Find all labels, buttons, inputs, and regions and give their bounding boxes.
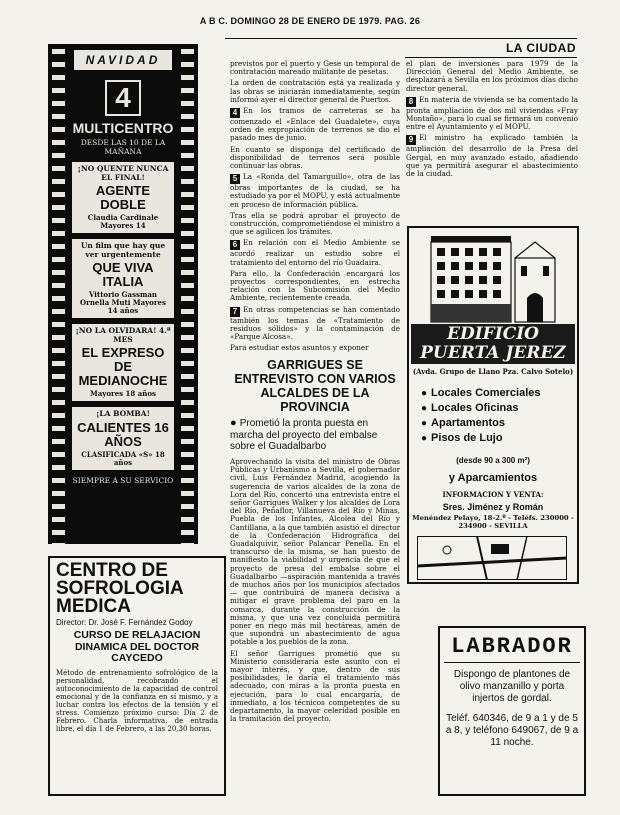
sofrologia-body: Método de entrenamiento sofrológico de la personalidad, recobrando el autoconocimiento de la capacidad de control emocional y de la confianza en sí mismo, y a luchar contra los efectos de la tensión y el stress. Comienzo próximo curso: Día 2 de Febrero. Charla informativa, de entrada libre, el día 1 de Febrero, a las 20,30 horas. [56,668,218,733]
item-number: 6 [230,240,240,250]
numbered-item [230,306,400,342]
right-article-column [406,60,578,181]
edificio-agent-address: Menéndez Pelayo, 18-2.º - Teléfs. 230000 - 234900 - SEVILLA [412,514,574,530]
labrador-phones: Teléf. 640346, de 9 a 1 y de 5 a 8, y teléfono 649067, de 9 a 11 noche. [445,713,579,748]
item-text: En materia de vivienda se ha comentado la pronta ampliación de dos mil viviendas «Fray Montaño», para lo cual se firmará un convenio entre el Ayuntamiento y el MOPU. [406,94,578,132]
edificio-features [421,386,541,446]
cinema-ad [48,44,198,544]
numbered-item [230,107,400,143]
item-number: 4 [230,108,240,118]
feature-item: ● Locales Comerciales [421,386,541,401]
numbered-item [406,134,578,178]
film-cast: Vittorio Gassman Ornella Muti Mayores 14 años [80,290,166,315]
sofrologia-ad [48,556,226,796]
cinema-footer: SIEMPRE A SU SERVICIO [72,475,174,485]
film-tag: Un film que hay que ver urgentemente [80,241,166,259]
film-title: EL EXPRESO DE MEDIANOCHE [78,345,168,388]
article-deck [230,418,400,453]
film-listing [72,324,174,401]
article-paragraph: En cuanto se disponga del certificado de disponibilidad de terrenos será posible continuar las obras. [230,144,400,171]
edificio-agent: Sres. Jiménez y Román [442,502,544,512]
feature-item: ● Locales Oficinas [421,401,541,416]
bullet-icon: ● [230,417,240,430]
venue-schedule: DESDE LAS 10 DE LA MAÑANA [80,138,166,156]
edificio-size-range: (desde 90 a 300 m²) [456,456,530,465]
edificio-info-label: INFORMACION Y VENTA: [442,490,544,499]
cinema-marquee: NAVIDAD [72,48,174,72]
building-illustration [429,232,559,324]
edificio-name: EDIFICIO PUERTA JEREZ [411,324,575,364]
item-number: 9 [406,135,416,145]
film-tag: ¡NO QUENTE NUNCA EL FINAL! [77,164,169,182]
item-text: La «Ronda del Tamarguillo», otra de las obras importantes de la ciudad, se ha estudiado ya por el MOPU, y está actualmente en proceso de información pública. [230,172,400,209]
edificio-address: (Avda. Grupo de Llano Pza. Calvo Sotelo) [412,367,574,376]
article-paragraph: El señor Garrigues prometió que su Ministerio consideraría este asunto con el mayor interés, y que, dentro de sus posibilidades, le daría el tratamiento más adecuado, con miras a la pronta puesta en ejecución, para lo cual encargaría, de inmediato, a los técnicos competentes de su departamento, la mayor celeridad posible en la tramitación del proyecto. [230,648,400,724]
section-rule [405,57,577,58]
section-title: LA CIUDAD [505,41,576,55]
numbered-item [406,96,578,132]
article-paragraph: el plan de inversiones para 1979 de la Dirección General del Medio Ambiente, se desplazará a Sevilla en los próximos días dicho director general. [406,59,578,93]
article-paragraph: Aprovechando la visita del ministro de Obras Públicas y Urbanismo a Sevilla, el gobernador civil, Luis Fernández Madrid, acogiendo la sugerencia de varios alcaldes de la zona de Lora del Río, concertó una entrevista entre el señor Garrigues Walker y los alcaldes de Lora del Río, Peñaflor, Villanueva del Río y Minas, Puebla de los Infantes, Alcolea del Río y Cantillana, a la que también asistió el director de la Confederación Hidrográfica del Guadalquivir, señor Palancar Penella. En el transcurso de la misma, se han puesto de manifiesto la viabilidad y urgencia de que el proyecto de presa del embalse sobre el Guadalbarbo —aspiración mantenida a través de muchos años por los municipios afectados— que contribuirá de manera decisiva a mitigar el grave problema del paro en la comarca, durante la construcción de la misma, y que una vez concluida permitirá poner en riego más mil hectáreas, amén de que supondrá un abastecimiento de agua potable a los pueblos de la zona. [230,456,400,647]
film-listing [72,162,174,233]
item-text: En los tramos de carreteras se ha comenzado el «Enlace del Guadalete», cuya orden de expropiación de terrenos se dio el pasado mes de junio. [230,106,400,143]
article-headline: GARRIGUES SE ENTREVISTO CON VARIOS ALCALDES DE LA PROVINCIA [234,358,396,415]
venue-name: MULTICENTRO [72,120,174,136]
item-number: 5 [230,174,240,184]
film-perforations-right [181,44,194,544]
article-paragraph: La orden de contratación está ya realizada y las obras se iniciarán inmediatamente, según informó ayer el director general de Puertos. [230,78,400,104]
article-paragraph: previstos por el puerto y Gese un temporal de contratación mareado militante de pesetas. [230,59,400,77]
article-paragraph: Para ello, la Confederación encargará los proyectos correspondientes, en estrecha relación con la Subcomisión del Medio Ambiente, recientemente creada. [230,268,400,303]
sofrologia-title: CENTRO DE SOFROLOGIA MEDICA [56,560,184,617]
labrador-ad [438,626,586,796]
screen-number: 4 [105,80,141,116]
sofrologia-course: CURSO DE RELAJACION DINAMICA DEL DOCTOR CAYCEDO [73,629,201,664]
numbered-item [230,239,400,266]
film-listing [72,239,174,318]
film-tag: ¡NO LA OLVIDARA! 4.ª MES [75,326,171,344]
film-listing [72,407,174,470]
deck-text: Prometió la pronta puesta en marcha del proyecto del embalse sobre el Guadalbarbo [230,418,378,453]
item-number: 7 [230,307,240,317]
film-cast: Claudia Cardinale Mayores 14 [87,213,159,230]
location-map [417,536,567,580]
film-cast: Mayores 18 años [90,389,156,398]
film-perforations-left [52,44,65,544]
page-header: A B C. DOMINGO 28 DE ENERO DE 1979. PAG. 26 [199,16,421,26]
labrador-text: Dispongo de plantones de olivo manzanillo y porta injertos de gordal. [453,669,571,704]
item-text: En otras competencias se han comentado también los temas de «Tratamiento de residuos sólidos» y la contaminación de «Parque Alcosa». [230,304,400,342]
numbered-item [230,173,400,209]
film-title: CALIENTES 16 AÑOS [77,419,169,449]
item-text: El ministro ha explicado también la ampliación del desarrollo de la Presa del Gergal, en muy avanzado estado, añadiendo que ya permitirá asegurar el abastecimiento de la ciudad. [406,133,578,179]
item-text: En relación con el Medio Ambiente se acordó realizar un estudio sobre el tratamiento del entorno del río Guadaira. [230,238,400,267]
item-number: 8 [406,97,416,107]
film-title: QUE VIVA ITALIA [92,260,154,289]
article-paragraph: Para estudiar estos asuntos y exponer [230,343,369,353]
labrador-brand: LABRADOR [444,634,580,663]
feature-item: ● Apartamentos [421,416,541,431]
film-title: AGENTE DOBLE [95,183,151,212]
header-rule [225,38,577,39]
feature-item: ● Pisos de Lujo [421,431,541,446]
film-tag: ¡LA BOMBA! [96,409,150,418]
film-cast: CLASIFICADA «S» 18 años [81,449,165,467]
edificio-parking: y Aparcamientos [448,472,538,484]
sofrologia-director: Director: Dr. José F. Fernández Godoy [56,618,193,627]
article-paragraph: Tras ella se podrá aprobar el proyecto de construcción, comprometiéndose el ministro a que se agilicen los trámites. [230,210,400,237]
middle-article-column [230,60,400,726]
edificio-ad [407,226,579,584]
